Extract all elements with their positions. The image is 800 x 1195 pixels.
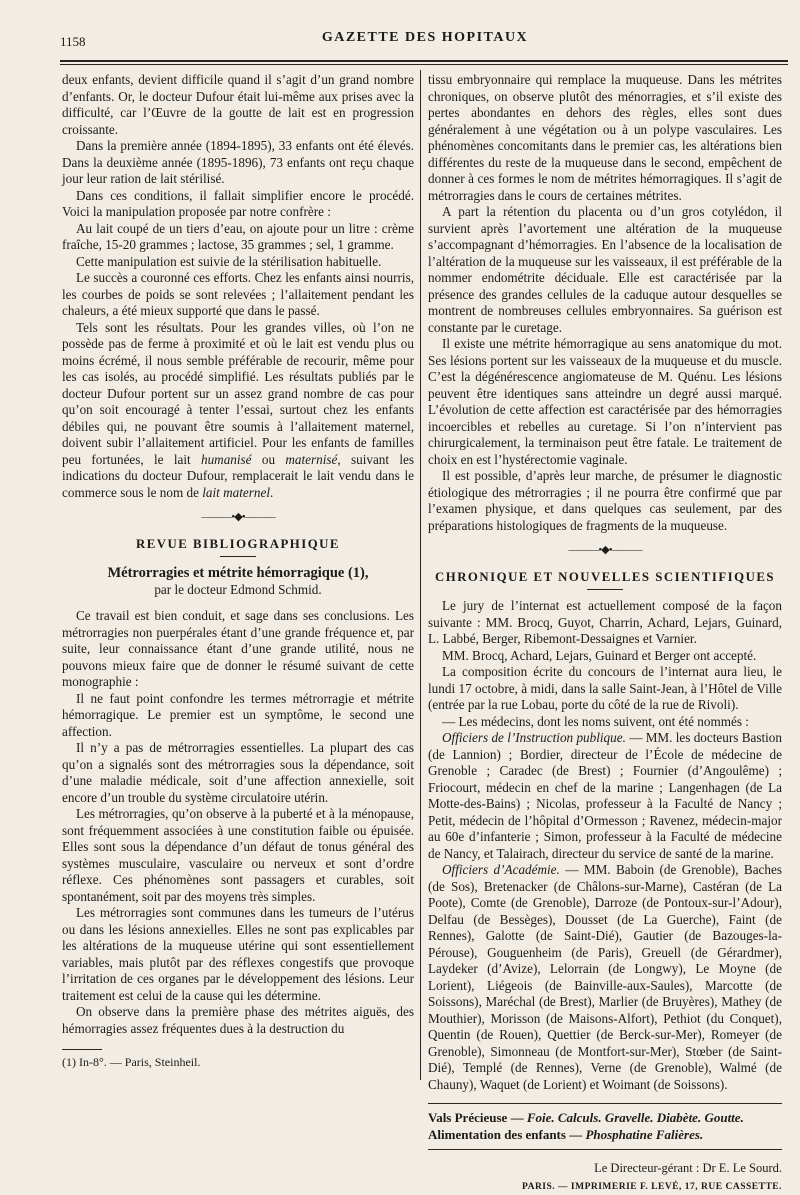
paragraph: A part la rétention du placenta ou d’un gros cotylédon, il survient après l’avortement une altération de la muqueuse s’accompagnant d’hémorragies. En l’absence de la localisation de l’altération de la muqueuse sur les vaisseaux, il est préférable de la nommer endométrite déciduale. Elle est caractérisée par la présence des grandes cellules de la caduque autour desquelles se montrent de nombreuses cellules embryonnaires. Sa guérison est constante par le curetage. [428, 204, 782, 336]
advertisement-box [428, 1103, 782, 1195]
page-number: 1158 [60, 34, 86, 50]
header-rule [60, 60, 788, 62]
short-rule [220, 556, 256, 557]
article-title: Métrorragies et métrite hémorragique (1), [62, 565, 414, 582]
advert-rule [428, 1149, 782, 1150]
paragraph: Il ne faut point confondre les termes métrorragie et métrite hémorragique. Le premier est un symptôme, le second une affection. [62, 691, 414, 741]
paragraph: MM. Brocq, Achard, Lejars, Guinard et Berger ont accepté. [428, 648, 782, 665]
right-column [428, 72, 782, 1195]
article-author: par le docteur Edmond Schmid. [62, 582, 414, 599]
advert-vals: Vals Précieuse — Foie. Calculs. Gravelle. Diabète. Goutte. [428, 1110, 782, 1127]
paragraph: Il existe une métrite hémorragique au sens anatomique du mot. Ses lésions portent sur les vaisseaux de la muqueuse et du muscle. C’est la dégénérescence angiomateuse de M. Quénu. Les lésions peuvent être identiques sans atteindre un degré aussi marqué. L’évolution de cette affection est caractérisée par des hémorragies incoercibles et rebelles au curetage. Si l’on n’intervient pas chirurgicalement, la terminaison peut être fatale. Le traitement de choix en est l’hystérectomie vaginale. [428, 336, 782, 468]
paragraph: tissu embryonnaire qui remplace la muqueuse. Dans les métrites chroniques, on observe plutôt des ménorragies, et s’il existe des pertes abondantes en dehors des règles, elles sont dues généralement à une végétation ou à un polype vasculaires. Les phénomènes concomitants dans le premier cas, les altérations bien différentes du reste de la muqueuse dans le second, empêchent de donner à ces formes le nom de métrites hémorragiques. Il s’agit de métrorragies dans le cours de certaines métrites. [428, 72, 782, 204]
footnote-rule [62, 1049, 102, 1050]
paragraph: Le succès a couronné ces efforts. Chez les enfants ainsi nourris, les courbes de poids se sont relevées ; l’allaitement pendant les chaleurs, a été mieux supporté que dans le passé. [62, 270, 414, 320]
paragraph: — Les médecins, dont les noms suivent, ont été nommés : [428, 714, 782, 731]
paragraph: Il n’y a pas de métrorragies essentielles. La plupart des cas qu’on a signalés sont des métrorragies sous la dépendance, soit d’une maladie médicale, soit d’une affection annexielle, soit encore d’un trouble du système circulatoire utérin. [62, 740, 414, 806]
paragraph: Cette manipulation est suivie de la stérilisation habituelle. [62, 254, 414, 271]
section-title: CHRONIQUE ET NOUVELLES SCIENTIFIQUES [428, 569, 782, 586]
paragraph: Les métrorragies, qu’on observe à la puberté et à la ménopause, sont fréquemment associées à une constitution faible ou épuisée. Elles sont sous la dépendance d’un défaut de tonus général des systèmes musculaire, vasculaire ou nerveux et sont d’ordre réflexe. Ces phénomènes sont passagers et curables, soit spontanément, soit par des moyens très simples. [62, 806, 414, 905]
paragraph: Dans ces conditions, il fallait simplifier encore le procédé. Voici la manipulation proposée par notre confrère : [62, 188, 414, 221]
ornament-divider: ———•◆•——— [428, 542, 782, 559]
paragraph: La composition écrite du concours de l’internat aura lieu, le lundi 17 octobre, à midi, dans la salle Saint-Jean, à l’Hôtel de Ville (entrée par la rue Lobau, porte du côté de la rue de Rivoli). [428, 664, 782, 714]
short-rule [587, 589, 623, 590]
header-rule-thin [60, 64, 788, 65]
paragraph: Tels sont les résultats. Pour les grandes villes, où l’on ne possède pas de ferme à proximité et où le lait est vendu plus ou moins écrémé, il nous semble préférable de recourir, même pour les cas isolés, au procédé simplifié. Les résultats publiés par le docteur Dufour portent sur un assez grand nombre de cas pour qu’on soit encouragé à tenter l’essai, surtout chez les enfants débiles qui, ne pouvant être soumis à l’allaitement maternel, doivent subir l’allaitement artificiel. Pour les enfants de familles peu fortunées, le lait humanisé ou maternisé, suivant les indications du docteur Dufour, remplacerait le lait vendu dans le commerce sous le nom de lait maternel. [62, 320, 414, 502]
paragraph: Officiers d’Académie. — MM. Baboin (de Grenoble), Baches (de Sos), Bretenacker (de Châlons-sur-Marne), Castéran (de La Poote), Comte (de Grenoble), Darroze (de Pontoux-sur-l’Adour), Delfau (de Bessèges), Dousset (de La Guerche), Faint (de Rennes), Galotte (de Saint-Dié), Gautier (de Bazouges-la-Pérouse), Gouguenheim (de Paris), Greuell (de Gérardmer), Laydeker (d’Avize), Lelorrain (de Longwy), Le Moyne (de Lorient), Liégeois (de Bainville-aux-Saules), Marcotte (de Soissons), Maréchal (de Brest), Marlier (de Bruyères), Mathey (de Mouthier), Morisson (de Maisons-Alfort), Pethiot (du Conquet), Quentin (de Rouen), Quettier (de Berck-sur-Mer), Romeyer (de Grenoble), Simonneau (de Montfort-sur-Mer), Stœber (de Saint-Dié), Templé (de Rennes), Verne (de Grenoble), Walmé (de Chauny), Waquet (de Lorient) et Woimant (de Soissons). [428, 862, 782, 1093]
left-column [62, 72, 414, 1071]
footnote: (1) In-8°. — Paris, Steinheil. [62, 1054, 414, 1071]
paragraph: Ce travail est bien conduit, et sage dans ses conclusions. Les métrorragies non puerpérales étant d’une grande fréquence et, par suite, leur connaissance étant d’une grande utilité, nous ne pouvons mieux faire que de donner le résumé suivant de cette monographie : [62, 608, 414, 691]
paragraph: deux enfants, devient difficile quand il s’agit d’un grand nombre d’enfants. Or, le docteur Dufour était lui-même aux prises avec la difficulté, car l’Œuvre de la goutte de lait est en progression croissante. [62, 72, 414, 138]
section-title: REVUE BIBLIOGRAPHIQUE [62, 536, 414, 553]
printer-line: PARIS. — IMPRIMERIE F. LEVÉ, 17, RUE CASSETTE. [428, 1179, 782, 1195]
director-line: Le Directeur-gérant : Dr E. Le Sourd. [428, 1160, 782, 1177]
advert-alimentation: Alimentation des enfants — Phosphatine Falières. [428, 1127, 782, 1144]
page-header [60, 26, 790, 56]
journal-title: GAZETTE DES HOPITAUX [60, 30, 790, 46]
paragraph: Les métrorragies sont communes dans les tumeurs de l’utérus ou dans les lésions annexielles. Elles ne sont pas explicables par les altérations de la muqueuse utérine qui sont essentiellement variables, mais plutôt par des réflexes congestifs que provoque l’irritation de ces organes par le développement des lésions. Leur traitement est celui de la cause qui les détermine. [62, 905, 414, 1004]
column-divider [420, 70, 421, 1080]
advert-rule [428, 1103, 782, 1104]
paragraph: Dans la première année (1894-1895), 33 enfants ont été élevés. Dans la deuxième année (1895-1896), 73 enfants ont reçu chaque jour leur ration de lait stérilisé. [62, 138, 414, 188]
paragraph: Au lait coupé de un tiers d’eau, on ajoute pour un litre : crème fraîche, 15-20 grammes ; lactose, 35 grammes ; sel, 1 gramme. [62, 221, 414, 254]
paragraph: On observe dans la première phase des métrites aiguës, des hémorragies assez fréquentes dues à la destruction du [62, 1004, 414, 1037]
ornament-divider: ———•◆•——— [62, 509, 414, 526]
paragraph: Officiers de l’Instruction publique. — MM. les docteurs Bastion (de Lannion) ; Bordier, directeur de l’École de médecine de Grenoble ; Caradec (de Brest) ; Fournier (d’Angoulême) ; Friocourt, médecin en chef de la marine ; Langenhagen (de La Motte-des-Bains) ; Nicolas, professeur à la Faculté de Nancy ; Petit, médecin de l’hôpital d’Ormesson ; Ravenez, médecin-major au 60e d’infanterie ; Simon, professeur à la Faculté de médecine de Nancy, et Talairach, directeur du service de santé de la marine. [428, 730, 782, 862]
paragraph: Il est possible, d’après leur marche, de présumer le diagnostic étiologique des métrorragies ; il ne pourra être confirmé que par l’examen physique, et dans quelques cas seulement, par des préparations histologiques de fragments de la muqueuse. [428, 468, 782, 534]
paragraph: Le jury de l’internat est actuellement composé de la façon suivante : MM. Brocq, Guyot, Charrin, Achard, Lejars, Guinard, L. Labbé, Berger, Ribemont-Dessaignes et Varnier. [428, 598, 782, 648]
